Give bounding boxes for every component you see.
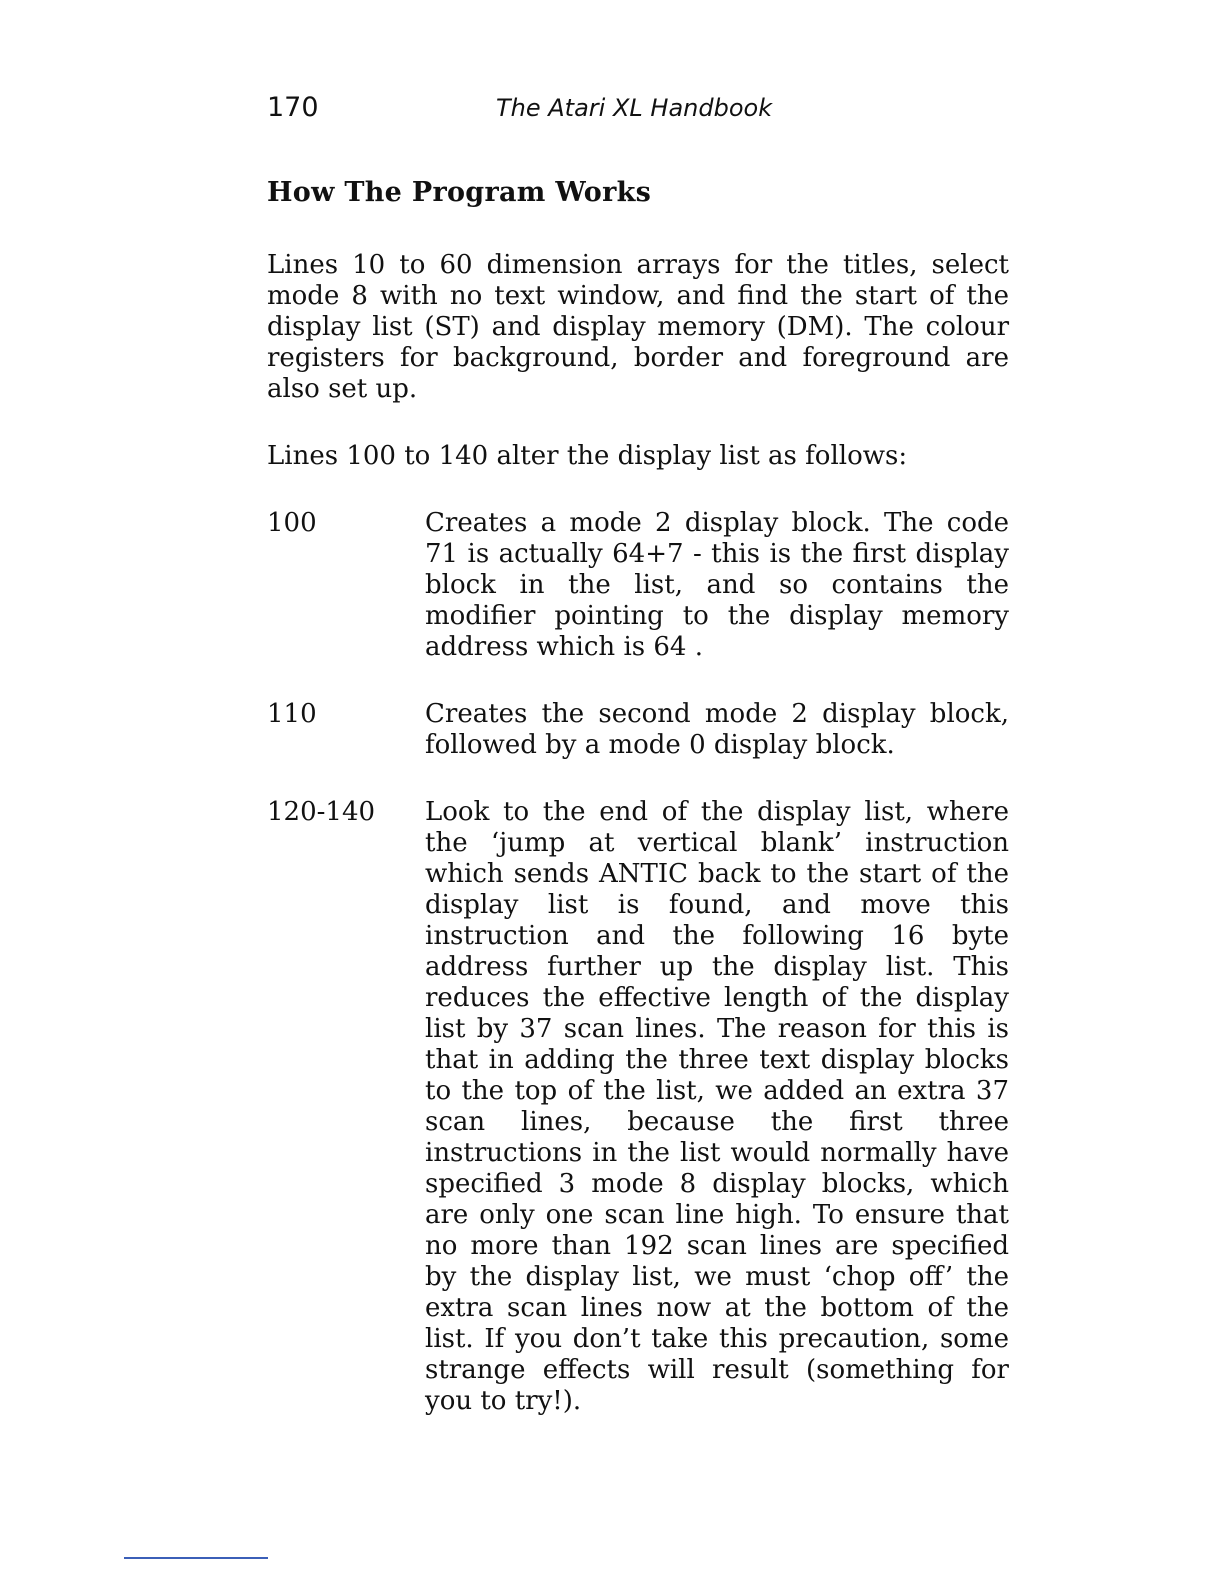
- paragraph-list-lead: Lines 100 to 140 alter the display list as follows:: [267, 441, 908, 471]
- entry-description: Look to the end of the display list, where the ‘jump at vertical blank’ instruction which sends ANTIC back to the start of the display list is found, and move this instruction and the following 16 byte address further up the display list. This reduces the effective length of the display list by 37 scan lines. The reason for this is that in adding the three text display blocks to the top of the list, we added an extra 37 scan lines, because the first three instructions in the list would normally have specified 3 mode 8 display blocks, which are only one scan line high. To ensure that no more than 192 scan lines are specified by the display list, we must ‘chop off’ the extra scan lines now at the bottom of the list. If you don’t take this precaution, some strange effects will result (something for you to try!).: [425, 797, 1009, 1416]
- paragraph-intro: Lines 10 to 60 dimension arrays for the titles, select mode 8 with no text window, and find the start of the display list (ST) and display memory (DM). The colour registers for background, border and foreground are also set up.: [267, 250, 1009, 404]
- entry-line-ref: 120-140: [267, 797, 376, 827]
- footnote-rule: [124, 1557, 268, 1559]
- section-heading: How The Program Works: [267, 177, 652, 208]
- running-head: The Atari XL Handbook: [496, 94, 773, 122]
- entry-line-ref: 100: [267, 508, 317, 538]
- line-entry-100: [267, 508, 1009, 663]
- entry-description: Creates the second mode 2 display block, followed by a mode 0 display block.: [425, 699, 1009, 760]
- page-body: [267, 172, 1009, 1453]
- line-entry-110: [267, 699, 1009, 761]
- line-entry-120-140: [267, 797, 1009, 1417]
- page-header: [267, 88, 1007, 128]
- entry-line-ref: 110: [267, 699, 317, 729]
- page-number: 170: [267, 92, 319, 123]
- entry-description: Creates a mode 2 display block. The code 71 is actually 64+7 - this is the first display block in the list, and so contains the modifier pointing to the display memory address which is 64 .: [425, 508, 1009, 662]
